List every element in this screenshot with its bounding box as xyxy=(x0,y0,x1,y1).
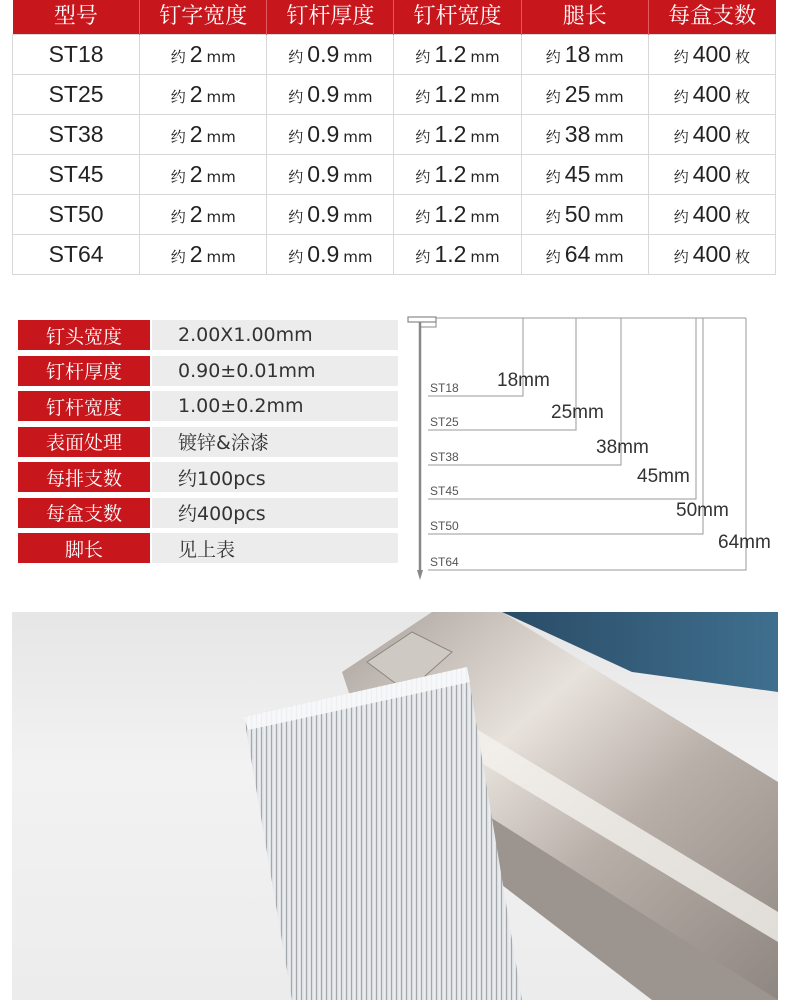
cell-thickness-value: 0.9 xyxy=(307,40,340,67)
cell-leg-unit: mm xyxy=(594,207,624,226)
cell-count-value: 400 xyxy=(692,120,732,147)
cell-count-value: 400 xyxy=(692,40,732,67)
cell-thickness xyxy=(267,194,394,234)
cell-leg xyxy=(521,154,648,194)
product-photo-illustration xyxy=(12,612,778,1000)
table-row xyxy=(13,234,776,274)
attribute-value: 1.00±0.2mm xyxy=(152,391,398,421)
cell-crown-unit: mm xyxy=(206,47,236,66)
cell-model: ST64 xyxy=(13,234,140,274)
cell-model: ST50 xyxy=(13,194,140,234)
cell-count-value: 400 xyxy=(692,200,732,227)
attribute-label: 每排支数 xyxy=(18,462,150,492)
cell-crown-prefix: 约 xyxy=(170,247,186,266)
cell-leg-prefix: 约 xyxy=(545,87,561,106)
diagram-model-label: ST38 xyxy=(430,450,459,464)
cell-width xyxy=(394,194,521,234)
nail-length-diagram xyxy=(400,308,785,583)
cell-count-unit: 枚 xyxy=(735,167,751,186)
cell-leg-prefix: 约 xyxy=(545,247,561,266)
cell-leg-unit: mm xyxy=(594,167,624,186)
cell-width-unit: mm xyxy=(470,247,500,266)
cell-crown xyxy=(140,234,267,274)
cell-leg-value: 25 xyxy=(564,80,591,107)
cell-leg xyxy=(521,234,648,274)
cell-thickness-unit: mm xyxy=(343,127,373,146)
cell-leg-prefix: 约 xyxy=(545,47,561,66)
attribute-label: 每盒支数 xyxy=(18,498,150,528)
cell-count-prefix: 约 xyxy=(673,87,689,106)
cell-thickness xyxy=(267,34,394,74)
cell-count xyxy=(648,114,775,154)
cell-leg-value: 64 xyxy=(564,240,591,267)
attribute-label: 表面处理 xyxy=(18,427,150,457)
cell-thickness-prefix: 约 xyxy=(288,207,304,226)
cell-leg-unit: mm xyxy=(594,87,624,106)
cell-thickness-unit: mm xyxy=(343,167,373,186)
cell-width-prefix: 约 xyxy=(415,127,431,146)
length-bracket xyxy=(428,318,703,534)
cell-crown xyxy=(140,154,267,194)
cell-crown xyxy=(140,114,267,154)
attribute-value: 2.00X1.00mm xyxy=(152,320,398,350)
diagram-model-label: ST50 xyxy=(430,519,459,533)
table-row xyxy=(13,114,776,154)
cell-crown-value: 2 xyxy=(189,80,203,107)
attribute-row xyxy=(18,533,398,563)
cell-count xyxy=(648,34,775,74)
cell-count-value: 400 xyxy=(692,80,732,107)
diagram-length-label: 25mm xyxy=(551,402,604,423)
cell-width-value: 1.2 xyxy=(434,200,467,227)
cell-width-prefix: 约 xyxy=(415,207,431,226)
cell-thickness-value: 0.9 xyxy=(307,200,340,227)
cell-leg-prefix: 约 xyxy=(545,167,561,186)
diagram-model-label: ST25 xyxy=(430,415,459,429)
attribute-label: 钉头宽度 xyxy=(18,320,150,350)
cell-count-prefix: 约 xyxy=(673,247,689,266)
cell-width-value: 1.2 xyxy=(434,240,467,267)
cell-width-value: 1.2 xyxy=(434,40,467,67)
cell-leg xyxy=(521,194,648,234)
attribute-value: 0.90±0.01mm xyxy=(152,356,398,386)
cell-count-value: 400 xyxy=(692,240,732,267)
cell-crown-value: 2 xyxy=(189,200,203,227)
cell-thickness-value: 0.9 xyxy=(307,160,340,187)
diagram-model-label: ST18 xyxy=(430,381,459,395)
table-header-row xyxy=(13,0,776,34)
cell-crown-prefix: 约 xyxy=(170,47,186,66)
cell-width-prefix: 约 xyxy=(415,247,431,266)
cell-width-unit: mm xyxy=(470,167,500,186)
attribute-row xyxy=(18,356,398,386)
cell-crown-unit: mm xyxy=(206,247,236,266)
cell-model: ST38 xyxy=(13,114,140,154)
header-leg-length: 腿长 xyxy=(521,0,648,34)
cell-leg-unit: mm xyxy=(594,47,624,66)
diagram-length-label: 38mm xyxy=(596,437,649,458)
cell-width-prefix: 约 xyxy=(415,47,431,66)
cell-count-value: 400 xyxy=(692,160,732,187)
nail-tip xyxy=(417,570,423,580)
cell-count xyxy=(648,234,775,274)
cell-thickness xyxy=(267,74,394,114)
cell-leg-value: 18 xyxy=(564,40,591,67)
cell-thickness-unit: mm xyxy=(343,87,373,106)
cell-width-value: 1.2 xyxy=(434,120,467,147)
spec-table-body xyxy=(13,34,776,274)
cell-crown-unit: mm xyxy=(206,167,236,186)
cell-thickness-prefix: 约 xyxy=(288,167,304,186)
cell-crown-unit: mm xyxy=(206,207,236,226)
attribute-list xyxy=(18,320,398,569)
table-row xyxy=(13,34,776,74)
cell-thickness-value: 0.9 xyxy=(307,240,340,267)
cell-width-unit: mm xyxy=(470,127,500,146)
attribute-value: 镀锌&涂漆 xyxy=(152,427,398,457)
cell-crown-value: 2 xyxy=(189,240,203,267)
cell-thickness xyxy=(267,114,394,154)
attribute-label: 脚长 xyxy=(18,533,150,563)
cell-thickness-value: 0.9 xyxy=(307,80,340,107)
cell-count-prefix: 约 xyxy=(673,127,689,146)
cell-crown-prefix: 约 xyxy=(170,127,186,146)
cell-count-unit: 枚 xyxy=(735,47,751,66)
cell-thickness-prefix: 约 xyxy=(288,47,304,66)
attribute-row xyxy=(18,320,398,350)
reference-bracket xyxy=(420,322,436,327)
cell-count-unit: 枚 xyxy=(735,207,751,226)
attribute-value: 约400pcs xyxy=(152,498,398,528)
cell-model: ST45 xyxy=(13,154,140,194)
attribute-value: 见上表 xyxy=(152,533,398,563)
cell-width-unit: mm xyxy=(470,207,500,226)
attribute-row xyxy=(18,498,398,528)
cell-width-prefix: 约 xyxy=(415,87,431,106)
cell-crown-prefix: 约 xyxy=(170,87,186,106)
attribute-label: 钉杆厚度 xyxy=(18,356,150,386)
diagram-length-label: 18mm xyxy=(497,370,550,391)
cell-width xyxy=(394,154,521,194)
cell-crown-unit: mm xyxy=(206,87,236,106)
cell-leg-prefix: 约 xyxy=(545,127,561,146)
cell-thickness-prefix: 约 xyxy=(288,247,304,266)
cell-leg-unit: mm xyxy=(594,127,624,146)
cell-model: ST25 xyxy=(13,74,140,114)
cell-leg-prefix: 约 xyxy=(545,207,561,226)
cell-count xyxy=(648,194,775,234)
cell-leg xyxy=(521,74,648,114)
cell-width-value: 1.2 xyxy=(434,160,467,187)
cell-thickness xyxy=(267,154,394,194)
table-row xyxy=(13,74,776,114)
diagram-model-label: ST64 xyxy=(430,555,459,569)
cell-crown xyxy=(140,74,267,114)
cell-width xyxy=(394,234,521,274)
diagram-model-label: ST45 xyxy=(430,484,459,498)
cell-thickness-unit: mm xyxy=(343,47,373,66)
table-row xyxy=(13,154,776,194)
nail-diagram-svg xyxy=(400,308,785,583)
cell-width-value: 1.2 xyxy=(434,80,467,107)
cell-model: ST18 xyxy=(13,34,140,74)
attribute-value: 约100pcs xyxy=(152,462,398,492)
nail-head xyxy=(408,317,436,322)
cell-count-unit: 枚 xyxy=(735,127,751,146)
cell-width xyxy=(394,114,521,154)
cell-thickness-unit: mm xyxy=(343,207,373,226)
spec-table xyxy=(12,0,776,275)
length-bracket xyxy=(428,318,746,570)
header-model: 型号 xyxy=(13,0,140,34)
cell-thickness-value: 0.9 xyxy=(307,120,340,147)
cell-width-unit: mm xyxy=(470,47,500,66)
cell-crown-prefix: 约 xyxy=(170,207,186,226)
cell-thickness xyxy=(267,234,394,274)
attribute-row xyxy=(18,427,398,457)
header-box-count: 每盒支数 xyxy=(648,0,775,34)
cell-count xyxy=(648,154,775,194)
cell-crown-value: 2 xyxy=(189,120,203,147)
cell-leg xyxy=(521,114,648,154)
cell-crown-unit: mm xyxy=(206,127,236,146)
cell-leg xyxy=(521,34,648,74)
cell-count xyxy=(648,74,775,114)
product-photo xyxy=(12,612,778,1000)
cell-width-prefix: 约 xyxy=(415,167,431,186)
cell-width-unit: mm xyxy=(470,87,500,106)
cell-width xyxy=(394,74,521,114)
cell-count-unit: 枚 xyxy=(735,87,751,106)
diagram-length-label: 50mm xyxy=(676,500,729,521)
cell-count-prefix: 约 xyxy=(673,167,689,186)
cell-width xyxy=(394,34,521,74)
cell-crown-prefix: 约 xyxy=(170,167,186,186)
cell-leg-value: 50 xyxy=(564,200,591,227)
diagram-length-label: 45mm xyxy=(637,466,690,487)
attribute-row xyxy=(18,391,398,421)
cell-leg-value: 45 xyxy=(564,160,591,187)
cell-thickness-prefix: 约 xyxy=(288,127,304,146)
cell-crown-value: 2 xyxy=(189,40,203,67)
cell-count-unit: 枚 xyxy=(735,247,751,266)
cell-crown xyxy=(140,194,267,234)
cell-thickness-prefix: 约 xyxy=(288,87,304,106)
diagram-length-label: 64mm xyxy=(718,532,771,553)
header-shank-thickness: 钉杆厚度 xyxy=(267,0,394,34)
table-row xyxy=(13,194,776,234)
attribute-row xyxy=(18,462,398,492)
cell-thickness-unit: mm xyxy=(343,247,373,266)
cell-count-prefix: 约 xyxy=(673,207,689,226)
cell-leg-value: 38 xyxy=(564,120,591,147)
attribute-label: 钉杆宽度 xyxy=(18,391,150,421)
cell-leg-unit: mm xyxy=(594,247,624,266)
header-crown-width: 钉字宽度 xyxy=(140,0,267,34)
cell-crown-value: 2 xyxy=(189,160,203,187)
cell-count-prefix: 约 xyxy=(673,47,689,66)
cell-crown xyxy=(140,34,267,74)
diagram-marks xyxy=(428,318,771,570)
header-shank-width: 钉杆宽度 xyxy=(394,0,521,34)
